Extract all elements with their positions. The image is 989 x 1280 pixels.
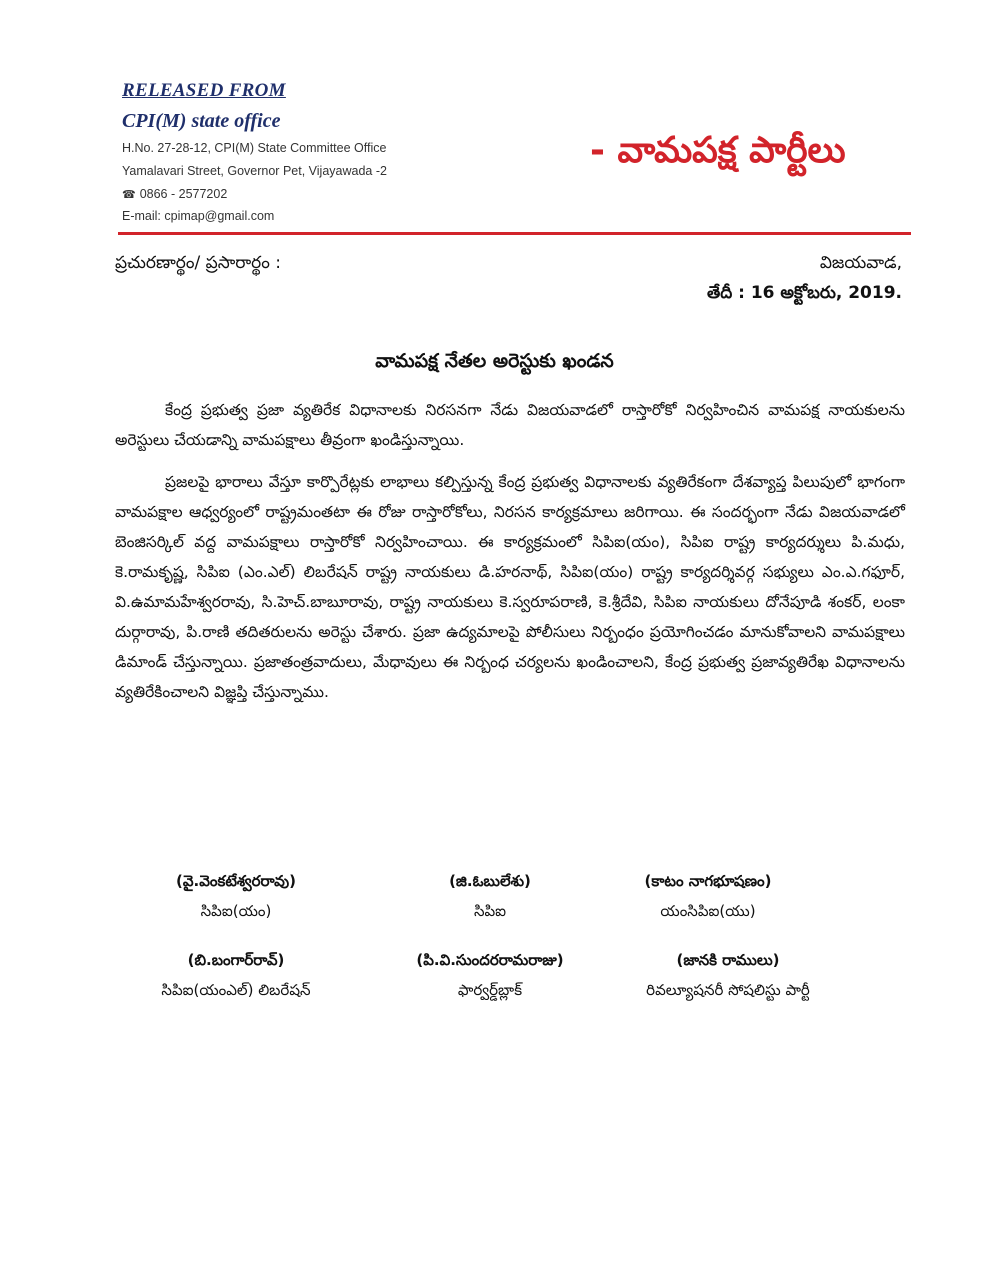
signatory-name: (జానకి రాములు) — [676, 951, 780, 969]
signatory-party: యంసిపిఐ(యు) — [660, 902, 756, 920]
signatory-name: (కాటం నాగభూషణం) — [644, 872, 772, 890]
phone-line — [122, 187, 227, 201]
purpose-label: ప్రచురణార్థం/ ప్రసారార్థం : — [115, 253, 281, 273]
phone-icon: ☎ — [122, 189, 136, 201]
email-line: E-mail: cpimap@gmail.com — [122, 209, 275, 223]
signatory-6 — [598, 951, 858, 1003]
place-label: విజయవాడ, — [819, 253, 902, 273]
signatory-party: సిపిఐ(యం) — [200, 902, 272, 920]
header-divider — [118, 232, 911, 235]
phone-number: 0866 - 2577202 — [139, 187, 228, 201]
signatory-name: (బి.బంగార్‌రావ్) — [187, 951, 285, 969]
signatory-4 — [106, 951, 366, 1003]
signatory-5 — [360, 951, 620, 1003]
signatory-name: (పి.వి.సుందరరామరాజు) — [416, 951, 564, 969]
signatory-party: రివల్యూషనరీ సోషలిస్టు పార్టీ — [646, 981, 810, 999]
address-line-1: H.No. 27-28-12, CPI(M) State Committee Office — [122, 141, 387, 155]
letterhead — [0, 0, 989, 240]
released-from-label: RELEASED FROM — [122, 80, 286, 101]
paragraph-2: ప్రజలపై భారాలు వేస్తూ కార్పొరేట్లకు లాభాలు కల్పిస్తున్న కేంద్ర ప్రభుత్వ విధానాలకు వ్యతిరేకంగా దేశవ్యాప్త పిలుపులో భాగంగా వామపక్షాల ఆధ్వర్యంలో రాష్ట్రమంతటా ఈ రోజు రాస్తారోకోలు, నిరసన కార్యక్రమాలు జరిగాయి. ఈ సందర్భంగా నేడు విజయవాడలో బెంజిసర్కిల్ వద్ద వామపక్షాలు రాస్తారోకో నిర్వహించాయి. ఈ కార్యక్రమంలో సిపిఐ(యం), సిపిఐ రాష్ట్ర కార్యదర్శులు పి.మధు, కె.రామకృష్ణ, సిపిఐ (ఎం.ఎల్) లిబరేషన్ రాష్ట్ర నాయకులు డి.హరనాథ్, సిపిఐ(యం) రాష్ట్ర కార్యదర్శివర్గ సభ్యులు ఎం.ఎ.గఫూర్, వి.ఉమామహేశ్వరరావు, సి.హెచ్.బాబూరావు, రాష్ట్ర నాయకులు కె.స్వరూపరాణి, కె.శ్రీదేవి, సిపిఐ నాయకులు దోనేపూడి శంకర్, లంకా దుర్గారావు, పి.రాణి తదితరులను అరెస్టు చేశారు. ప్రజా ఉద్యమాలపై పోలీసులు నిర్బంధం ప్రయోగించడం మానుకోవాలని వామపక్షాలు డిమాండ్ చేస్తున్నాయి. ప్రజాతంత్రవాదులు, మేధావులు ఈ నిర్బంధ చర్యలను ఖండించాలని, కేంద్ర ప్రభుత్వ ప్రజావ్యతిరేఖ విధానాలను వ్యతిరేకించాలని విజ్ఞప్తి చేస్తున్నాము. — [115, 473, 905, 701]
press-release-body — [115, 395, 905, 719]
signatory-name: (వై.వెంకటేశ్వరరావు) — [176, 872, 296, 890]
office-title: CPI(M) state office — [122, 110, 281, 132]
paragraph-1: కేంద్ర ప్రభుత్వ ప్రజా వ్యతిరేక విధానాలకు నిరసనగా నేడు విజయవాడలో రాస్తారోకో నిర్వహించిన వామపక్ష నాయకులను అరెస్టులు చేయడాన్ని వామపక్షాలు తీవ్రంగా ఖండిస్తున్నాయి. — [115, 401, 905, 449]
signatory-party: ఫార్వర్డ్‌బ్లాక్ — [457, 981, 523, 999]
press-release-title: వామపక్ష నేతల అరెస్టుకు ఖండన — [375, 350, 614, 372]
address-line-2: Yamalavari Street, Governor Pet, Vijayawada -2 — [122, 164, 387, 178]
signatory-party: సిపిఐ(యంఎల్) లిబరేషన్ — [161, 981, 311, 999]
brand-heading: - వామపక్ష పార్టీలు — [590, 130, 846, 171]
signatory-name: (జి.ఓబులేశు) — [449, 872, 531, 890]
signatory-3 — [578, 872, 838, 924]
signatory-party: సిపిఐ — [473, 902, 507, 920]
date-label: తేదీ : 16 అక్టోబరు, 2019. — [706, 283, 902, 303]
signatory-1 — [106, 872, 366, 924]
